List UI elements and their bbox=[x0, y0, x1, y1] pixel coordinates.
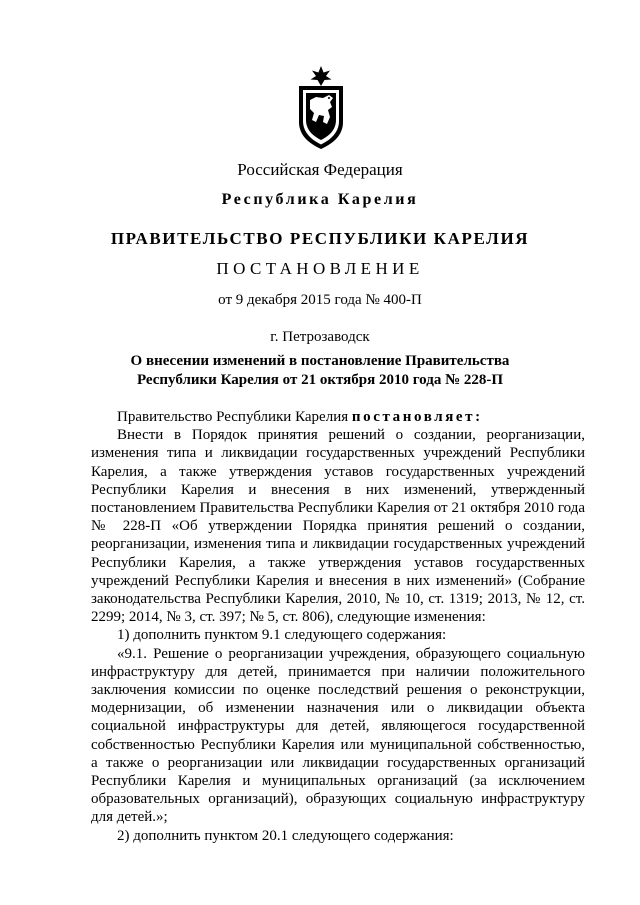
preamble bbox=[91, 408, 585, 426]
karelia-coat-of-arms-icon bbox=[296, 64, 346, 150]
quoted-clause: «9.1. Решение о реорганизации учреждения, образующего социальную инфраструктуру для детей, принимается при наличии положительного заключения комиссии по оценке последствий решения о реконструкции, модернизации, об изменении назначения или о ликвидации объекта социальной инфраструктуры для детей, являющегося государственной собственностью Республики Карелия или муниципальной собственностью, а также о реорганизации или ликвидации государственных организаций Республики Карелия и муниципальных организаций (за исключением образовательных организаций), образующих социальную инфраструктуру для детей.»; bbox=[91, 645, 585, 826]
title-line-2: Республики Карелия от 21 октября 2010 года № 228-П bbox=[136, 372, 504, 388]
date-number: от 9 декабря 2015 года № 400-П bbox=[218, 292, 422, 308]
preamble-text: Правительство Республики Карелия bbox=[117, 409, 352, 425]
document-body bbox=[91, 408, 585, 845]
title-line-1: О внесении изменений в постановление Правительства bbox=[130, 353, 510, 369]
item-1: 1) дополнить пунктом 9.1 следующего содержания: bbox=[117, 627, 447, 644]
resolves-word: постановляет: bbox=[351, 409, 483, 425]
government-name: ПРАВИТЕЛЬСТВО РЕСПУБЛИКИ КАРЕЛИЯ bbox=[110, 229, 530, 248]
item-2: 2) дополнить пунктом 20.1 следующего содержания: bbox=[117, 827, 454, 844]
document-title bbox=[100, 352, 540, 390]
city: г. Петрозаводск bbox=[270, 329, 370, 345]
republic-name: Республика Карелия bbox=[221, 191, 419, 208]
document-type: ПОСТАНОВЛЕНИЕ bbox=[216, 259, 424, 278]
paragraph-1: Внести в Порядок принятия решений о создании, реорганизации, изменения типа и ликвидации государственных учреждений Республики Карелия, а также утверждения уставов государственных учреждений Республики Карелия и внесения в них изменений, утвержденный постановлением Правительства Республики Карелия от 21 октября 2010 года № 228-П «Об утверждении Порядка принятия решений о создании, реорганизации, изменения типа и ликвидации государственных учреждений Республики Карелия, а также утверждения уставов государственных учреждений Республики Карелия и внесения в них изменений» (Собрание законодательства Республики Карелия, 2010, № 10, ст. 1319; 2013, № 12, ст. 2299; 2014, № 3, ст. 397; № 5, ст. 806), следующие изменения: bbox=[91, 427, 585, 626]
country-name: Российская Федерация bbox=[237, 160, 403, 179]
